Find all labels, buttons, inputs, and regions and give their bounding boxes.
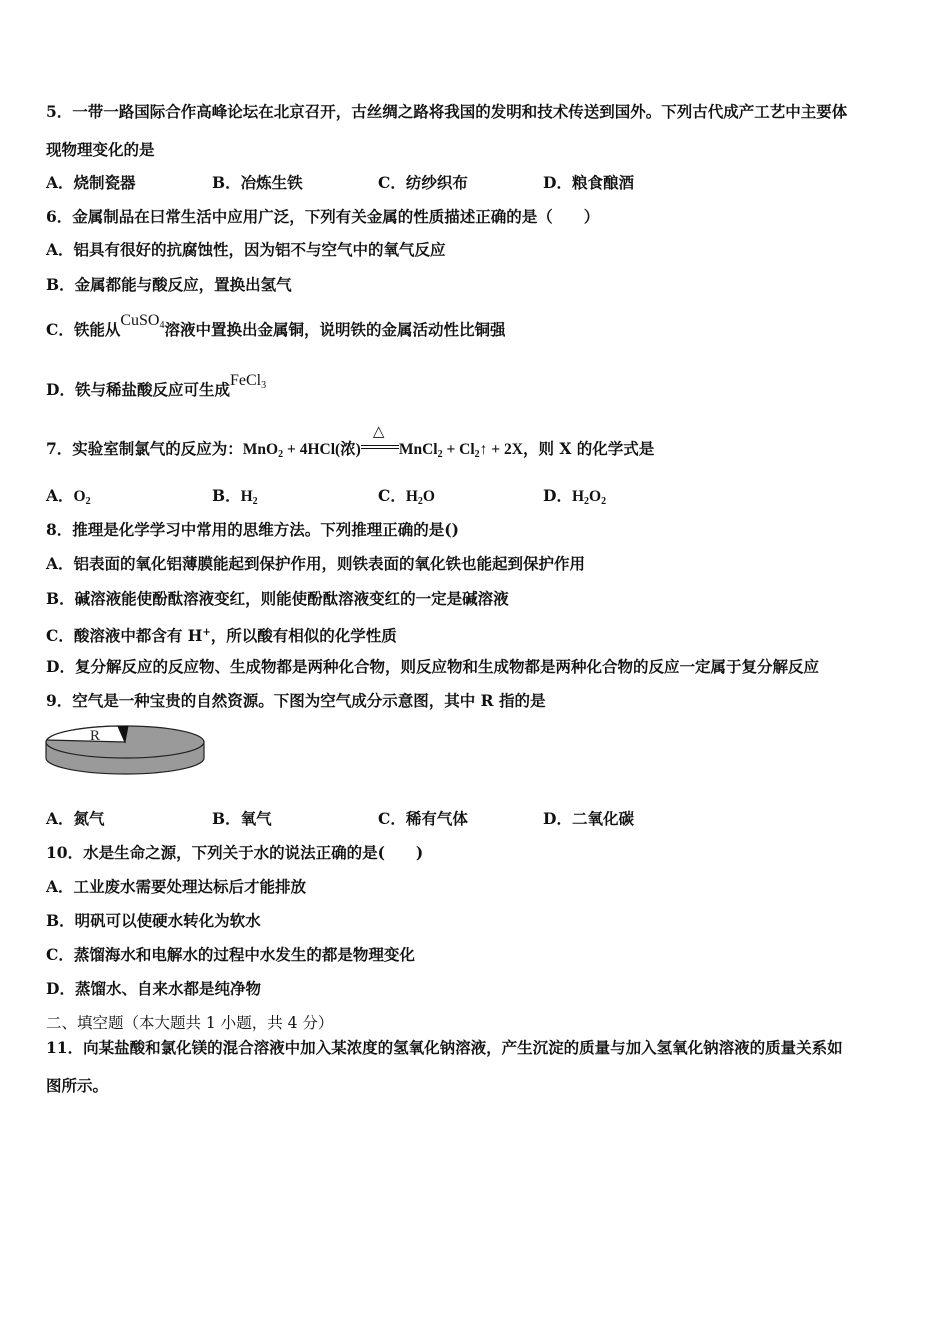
q10-option-b: B．明矾可以使硬水转化为软水 bbox=[46, 911, 261, 930]
q8-option-a: A．铝表面的氧化铝薄膜能起到保护作用，则铁表面的氧化铁也能起到保护作用 bbox=[46, 554, 586, 573]
q9-stem: 9．空气是一种宝贵的自然资源。下图为空气成分示意图，其中 R 指的是 bbox=[46, 691, 546, 710]
q6-option-d bbox=[46, 372, 267, 406]
q5-option-a: A．烧制瓷器 bbox=[46, 173, 136, 192]
q7-option-a: A．$O_2$ bbox=[46, 486, 91, 507]
q7-delta-symbol: △ bbox=[372, 424, 385, 441]
q10-stem: 10．水是生命之源，下列关于水的说法正确的是( ) bbox=[46, 843, 424, 862]
q5-stem-line1: 5．一带一路国际合作高峰论坛在北京召开，古丝绸之路将我国的发明和技术传送到国外。下列古代成产工艺中主要体 bbox=[46, 102, 848, 121]
q6-option-a: A．铝具有很好的抗腐蚀性，因为铝不与空气中的氧气反应 bbox=[46, 240, 446, 259]
q9-option-c: C．稀有气体 bbox=[378, 809, 468, 828]
q8-option-c: C．酸溶液中都含有 H+，所以酸有相似的化学性质 bbox=[46, 626, 397, 645]
q5-option-c: C．纺纱织布 bbox=[378, 173, 468, 192]
q5-option-b: B．冶炼生铁 bbox=[212, 173, 303, 192]
pie-label-r: R bbox=[90, 728, 101, 744]
q7-stem: 7．实验室制氯气的反应为：MnO$_2$ + 4HCl(浓) △ MnCl$_2$ + $Cl_2↑ + 2X$，则 X 的化学式是 bbox=[46, 424, 655, 460]
q6-option-c bbox=[46, 312, 506, 346]
q6-option-d-prefix: D．铁与稀盐酸反应可生成 bbox=[46, 380, 230, 399]
q10-option-a: A．工业废水需要处理达标后才能排放 bbox=[46, 877, 307, 896]
q10-option-c: C．蒸馏海水和电解水的过程中水发生的都是物理变化 bbox=[46, 945, 415, 964]
q7-equation: MnO$_2$ + 4HCl(浓) △ MnCl$_2$ + $Cl_2↑ + 2X$ bbox=[242, 424, 523, 460]
q11-stem-line2: 图所示。 bbox=[46, 1076, 109, 1095]
q6-option-b: B．金属都能与酸反应，置换出氢气 bbox=[46, 275, 292, 294]
q9-option-d: D．二氧化碳 bbox=[543, 809, 634, 828]
q5-stem-line2: 现物理变化的是 bbox=[46, 140, 155, 159]
q8-option-d: D．复分解反应的反应物、生成物都是两种化合物，则反应物和生成物都是两种化合物的反应一定属于复分解反应 bbox=[46, 657, 819, 676]
q5-option-d: D．粮食酿酒 bbox=[543, 173, 634, 192]
q8-stem: 8．推理是化学学习中常用的思维方法。下列推理正确的是() bbox=[46, 520, 459, 539]
q10-option-d: D．蒸馏水、自来水都是纯净物 bbox=[46, 979, 261, 998]
q6-option-c-suffix: 溶液中置换出金属铜，说明铁的金属活动性比铜强 bbox=[164, 320, 506, 339]
q9-option-b: B．氧气 bbox=[212, 809, 272, 828]
q7-option-d: D．$H_2O_2$ bbox=[543, 486, 607, 507]
q7-option-b: B．$H_2$ bbox=[212, 486, 258, 507]
q7-heat-equals-sign bbox=[361, 424, 399, 460]
q6-stem: 6．金属制品在曰常生活中应用广泛，下列有关金属的性质描述正确的是（ ） bbox=[46, 207, 600, 226]
q6-cuso4-formula: CuSO$_4$ bbox=[120, 312, 165, 331]
section-heading-fill-in: 二、填空题（本大题共 1 小题，共 4 分） bbox=[46, 1014, 334, 1032]
pie-slice-r bbox=[47, 726, 125, 742]
q6-fecl3-formula: FeCl$_3$ bbox=[229, 372, 267, 391]
air-composition-pie-chart bbox=[44, 720, 206, 782]
q11-stem-line1: 11．向某盐酸和氯化镁的混合溶液中加入某浓度的氢氧化钠溶液，产生沉淀的质量与加入氢氧化钠溶液的质量关系如 bbox=[46, 1038, 843, 1057]
q8-option-b: B．碱溶液能使酚酞溶液变红，则能使酚酞溶液变红的一定是碱溶液 bbox=[46, 589, 509, 608]
q6-option-c-prefix: C．铁能从 bbox=[46, 320, 121, 339]
q7-option-c: C．$H_2O$ bbox=[378, 486, 435, 507]
q9-option-a: A．氮气 bbox=[46, 809, 105, 828]
